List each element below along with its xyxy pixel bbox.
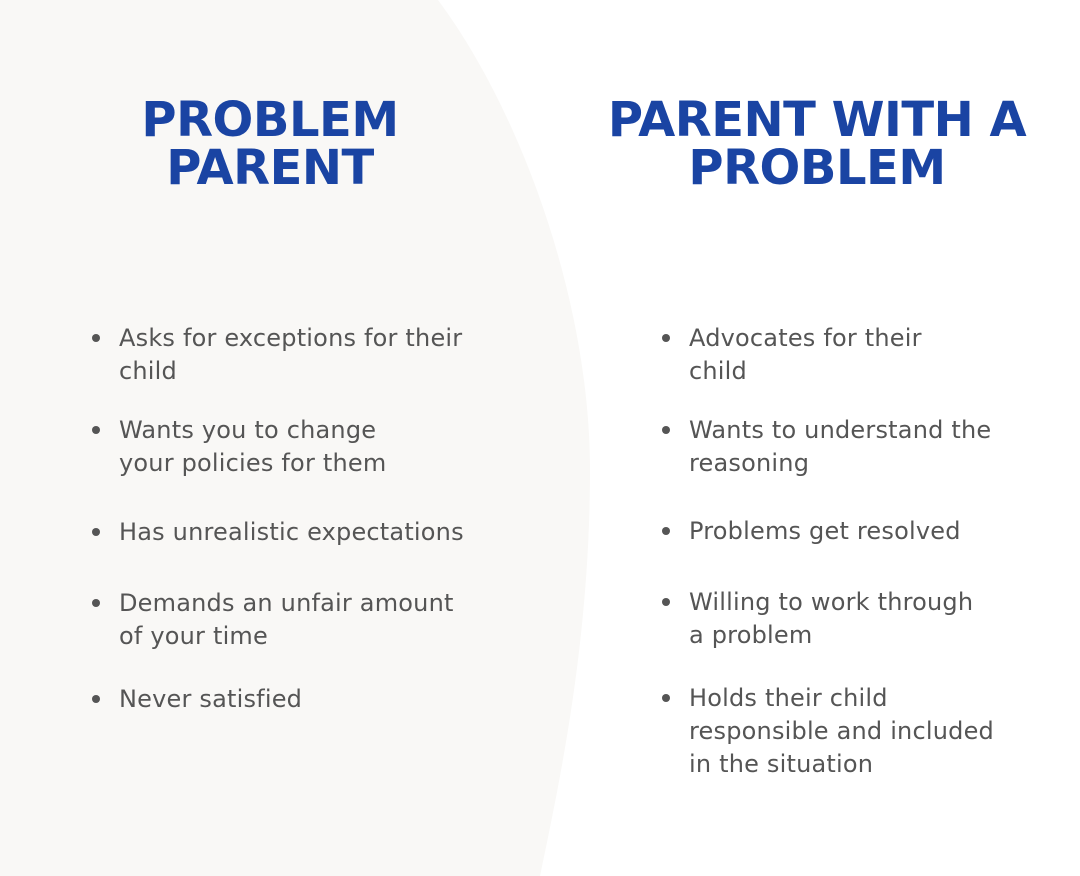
item-text: responsible and included: [689, 717, 994, 745]
heading-line: PARENT: [166, 140, 374, 196]
item-text: Problems get resolved: [689, 517, 961, 545]
list-item: [92, 414, 512, 480]
item-text: Wants you to change: [119, 416, 377, 444]
list-item: [662, 515, 1062, 548]
item-text: Holds their child: [689, 684, 888, 712]
item-text: Asks for exceptions for their: [119, 324, 463, 352]
list-item: [662, 682, 1062, 781]
list-item: [92, 516, 512, 549]
item-text: Never satisfied: [119, 685, 303, 713]
parent-with-a-problem-heading: [590, 92, 1044, 196]
heading-line: PROBLEM: [141, 92, 399, 148]
list-item: [662, 322, 1062, 388]
list-item: [662, 414, 1062, 480]
heading-line: PROBLEM: [688, 140, 946, 196]
list-item: [92, 683, 512, 716]
list-item: [92, 322, 512, 388]
item-text: Advocates for their: [689, 324, 922, 352]
item-text: a problem: [689, 621, 813, 649]
item-text: reasoning: [689, 449, 810, 477]
item-text: your policies for them: [119, 449, 387, 477]
item-text: Willing to work through: [689, 588, 974, 616]
list-item: [662, 586, 1062, 652]
item-text: child: [119, 357, 177, 385]
problem-parent-list: [92, 322, 512, 716]
item-text: Has unrealistic expectations: [119, 518, 464, 546]
parent-with-a-problem-list: [662, 322, 1062, 781]
item-text: in the situation: [689, 750, 874, 778]
item-text: Demands an unfair amount: [119, 589, 454, 617]
list-item: [92, 587, 512, 653]
item-text: Wants to understand the: [689, 416, 992, 444]
item-text: of your time: [119, 622, 268, 650]
problem-parent-heading: [120, 92, 420, 196]
item-text: child: [689, 357, 747, 385]
heading-line: PARENT WITH A: [607, 92, 1027, 148]
